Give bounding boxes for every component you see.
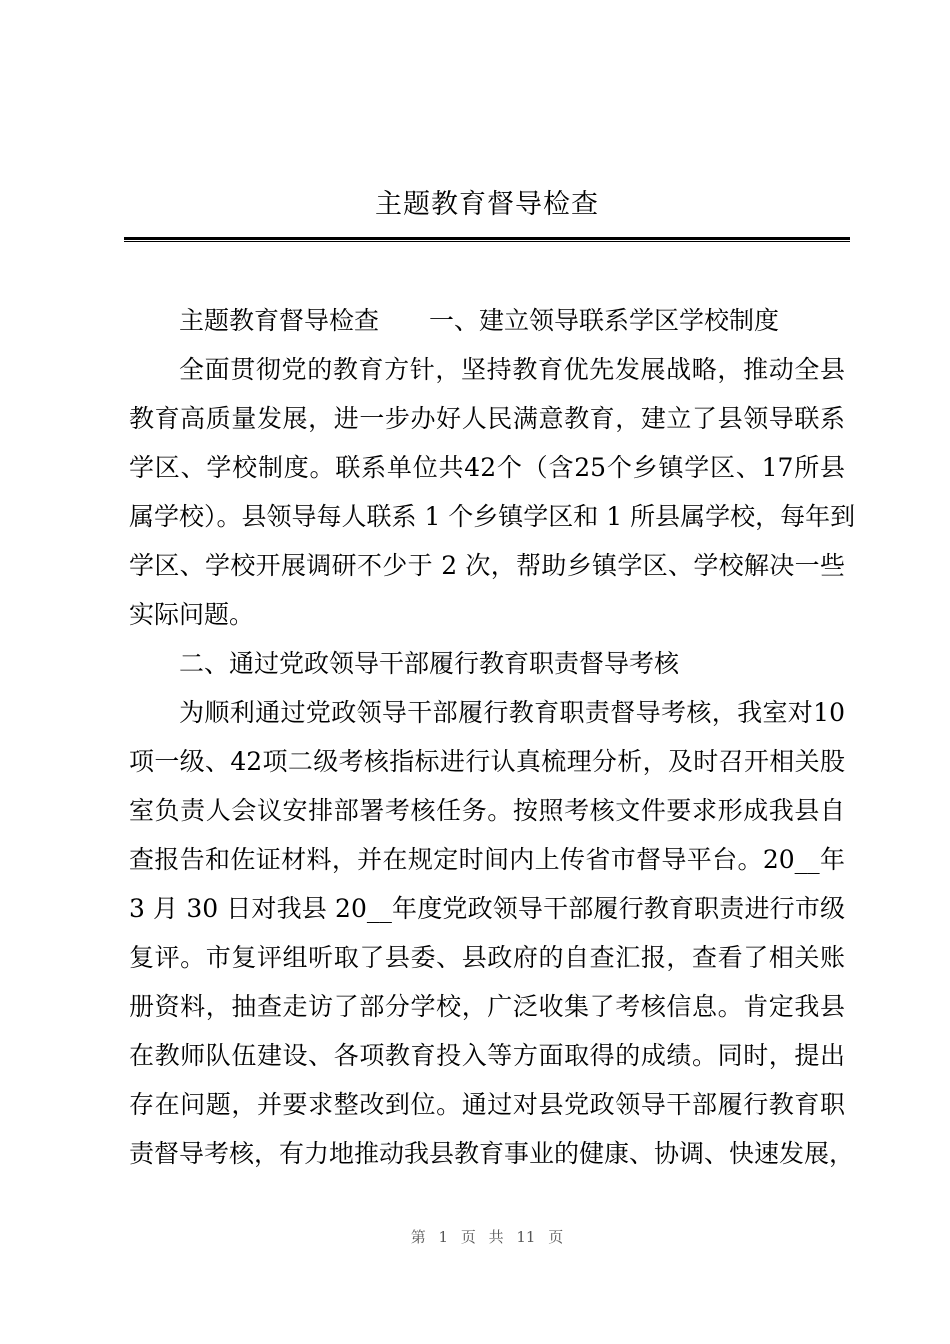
body-line-15: 册资料，抽查走访了部分学校，广泛收集了考核信息。肯定我县 [129, 992, 845, 1021]
body-line-13: 3 月 30 日对我县 20__年度党政领导干部履行教育职责进行市级 [129, 894, 845, 923]
body-line-6: 学区、学校开展调研不少于 2 次，帮助乡镇学区、学校解决一些 [129, 551, 845, 580]
body-line-7: 实际问题。 [129, 600, 255, 629]
body-line-4: 学区、学校制度。联系单位共42个（含25个乡镇学区、17所县 [129, 453, 845, 482]
document-body [129, 296, 856, 1178]
body-line-12: 查报告和佐证材料，并在规定时间内上传省市督导平台。20__年 [129, 845, 845, 874]
body-line-14: 复评。市复评组听取了县委、县政府的自查汇报，查看了相关账 [129, 943, 845, 972]
body-line-2: 全面贯彻党的教育方针，坚持教育优先发展战略，推动全县 [179, 355, 845, 384]
title-rule-thick [124, 237, 850, 240]
body-line-11: 室负责人会议安排部署考核任务。按照考核文件要求形成我县自 [129, 796, 845, 825]
document-title: 主题教育督导检查 [375, 189, 599, 220]
body-line-3: 教育高质量发展，进一步办好人民满意教育，建立了县领导联系 [129, 404, 845, 433]
title-rule-thin [124, 241, 850, 242]
body-line-1: 主题教育督导检查 一、建立领导联系学区学校制度 [179, 306, 780, 335]
page-number-footer: 第 1 页 共 11 页 [410, 1228, 564, 1246]
section-heading-2: 二、通过党政领导干部履行教育职责督导考核 [179, 649, 680, 678]
body-line-5: 属学校）。县领导每人联系 1 个乡镇学区和 1 所县属学校，每年到 [129, 502, 856, 531]
body-line-18: 责督导考核，有力地推动我县教育事业的健康、协调、快速发展， [129, 1139, 855, 1168]
body-line-9: 为顺利通过党政领导干部履行教育职责督导考核，我室对10 [179, 698, 845, 727]
body-line-16: 在教师队伍建设、各项教育投入等方面取得的成绩。同时，提出 [129, 1041, 845, 1070]
body-line-10: 项一级、42项二级考核指标进行认真梳理分析，及时召开相关股 [129, 747, 845, 776]
body-line-17: 存在问题，并要求整改到位。通过对县党政领导干部履行教育职 [129, 1090, 845, 1119]
